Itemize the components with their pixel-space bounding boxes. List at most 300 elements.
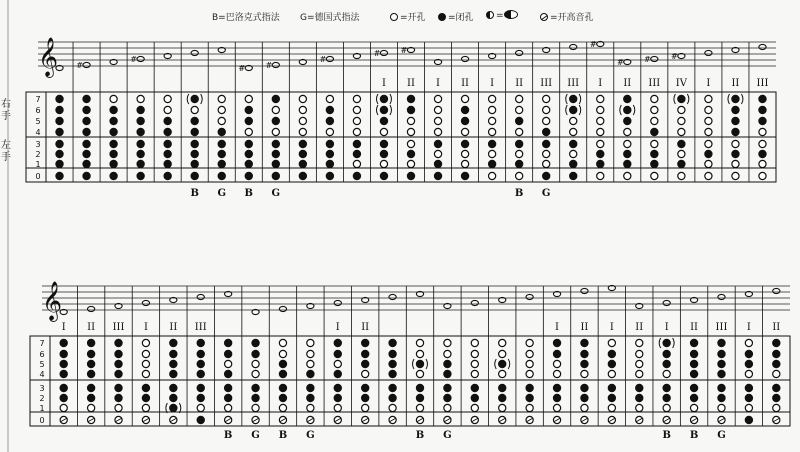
system1-hole bbox=[677, 160, 685, 168]
system1-hole bbox=[650, 160, 658, 168]
paren-right bbox=[633, 105, 635, 115]
system1-hole bbox=[109, 117, 117, 125]
legend-german: G=德国式指法 bbox=[300, 13, 360, 23]
system2-hole bbox=[142, 339, 149, 346]
system1-hole bbox=[380, 95, 388, 103]
system1-hole bbox=[109, 150, 117, 158]
system2-variant-label: I bbox=[61, 322, 66, 333]
system1-hole bbox=[380, 140, 388, 148]
system1-sharp-sign: # bbox=[76, 61, 83, 70]
system2-hole bbox=[334, 370, 342, 378]
system2-hole bbox=[553, 350, 561, 358]
system1-hole bbox=[136, 106, 144, 114]
system2-hole bbox=[60, 404, 67, 411]
system1-hole bbox=[543, 95, 550, 102]
system1-left-hand-label-2: 手 bbox=[1, 152, 11, 163]
system1-hole bbox=[191, 128, 199, 136]
system1-hole bbox=[109, 106, 117, 114]
paren-left bbox=[495, 359, 497, 369]
system2-hole bbox=[252, 370, 259, 377]
system2-variant-label: I bbox=[746, 322, 751, 333]
paren-right bbox=[579, 105, 581, 115]
system2-hole bbox=[580, 384, 588, 392]
system2-note-head bbox=[663, 300, 670, 305]
system2-hole bbox=[745, 416, 753, 424]
system2-hole bbox=[718, 404, 725, 411]
system1-hole bbox=[82, 172, 90, 180]
system1-hole bbox=[218, 150, 226, 158]
system2-hole bbox=[553, 404, 560, 411]
system1-system-mark: G bbox=[541, 188, 551, 199]
system2-system-mark: G bbox=[717, 430, 726, 441]
system2-hole bbox=[334, 360, 341, 367]
system2-hole bbox=[197, 350, 205, 358]
system2-note-head bbox=[471, 300, 478, 305]
system1-hole bbox=[597, 117, 604, 124]
system2-hole bbox=[717, 394, 725, 402]
system1-hole bbox=[461, 160, 468, 167]
system2-hole bbox=[87, 370, 95, 378]
system2-hole bbox=[197, 416, 205, 424]
system1-hole bbox=[489, 150, 496, 157]
system2-hole bbox=[608, 370, 615, 377]
system2-hole bbox=[224, 370, 232, 378]
system2-hole bbox=[87, 394, 95, 402]
system2-hole bbox=[772, 350, 780, 358]
system1-hole bbox=[218, 140, 226, 148]
system1-hole bbox=[218, 172, 226, 180]
system1-note-head bbox=[137, 56, 144, 61]
system1-hole bbox=[597, 106, 604, 113]
system1-variant-label: I bbox=[490, 78, 495, 89]
legend-vent: =开高音孔 bbox=[540, 10, 594, 23]
system1-hole bbox=[163, 150, 171, 158]
system1-variant-label: III bbox=[648, 78, 661, 89]
system1-hole bbox=[55, 172, 63, 180]
system1-hole bbox=[732, 140, 739, 147]
system1-hole bbox=[516, 95, 523, 102]
system1-hole bbox=[677, 140, 685, 148]
system1-hole bbox=[542, 140, 550, 148]
system2-hole bbox=[197, 339, 205, 347]
system2-hole bbox=[388, 350, 396, 358]
system1-hole bbox=[326, 128, 333, 135]
system1-hole bbox=[570, 128, 577, 135]
system2-hole bbox=[361, 360, 369, 368]
system2-hole bbox=[279, 370, 287, 378]
system2-hole bbox=[553, 384, 561, 392]
system1-hole bbox=[191, 140, 199, 148]
system1-hole bbox=[136, 150, 144, 158]
system1-hole bbox=[407, 160, 414, 167]
system2-variant-label: II bbox=[87, 322, 96, 333]
system1-note-head bbox=[326, 56, 333, 61]
system2-hole bbox=[772, 384, 780, 392]
system1-hole bbox=[245, 172, 253, 180]
system1-hole bbox=[326, 140, 334, 148]
system2-variant-label: I bbox=[143, 322, 148, 333]
system1-hole bbox=[164, 106, 171, 113]
system1-hole bbox=[489, 117, 496, 124]
system1-sharp-sign: # bbox=[373, 49, 381, 58]
system1-variant-label: III bbox=[756, 78, 769, 89]
system1-system-mark: G bbox=[217, 188, 227, 199]
system2-hole bbox=[690, 370, 698, 378]
paren-right bbox=[390, 94, 392, 104]
system2-hole bbox=[169, 404, 177, 412]
system2-hole bbox=[745, 339, 752, 346]
system2-hole bbox=[662, 384, 670, 392]
system2-variant-label: I bbox=[609, 322, 614, 333]
system1-variant-label: II bbox=[731, 78, 740, 89]
system1-hole bbox=[55, 150, 63, 158]
paren-right bbox=[741, 94, 743, 104]
system1-hole bbox=[596, 160, 604, 168]
system1-hole bbox=[191, 160, 199, 168]
paren-left bbox=[728, 94, 730, 104]
system2-hole bbox=[553, 370, 560, 377]
system1-hole bbox=[272, 95, 280, 103]
system2-variant-label: I bbox=[664, 322, 669, 333]
system2-hole bbox=[745, 384, 753, 392]
system2-system-mark: B bbox=[278, 430, 288, 441]
system1-hole bbox=[759, 140, 766, 147]
system1-note-head bbox=[759, 44, 766, 49]
system2-hole bbox=[581, 404, 588, 411]
system1-row-number: 1 bbox=[35, 160, 41, 169]
system2-hole bbox=[662, 350, 670, 358]
system1-sharp-sign: # bbox=[616, 58, 624, 67]
system1-system-mark: G bbox=[271, 188, 281, 199]
system1-hole bbox=[326, 150, 334, 158]
legend-closed: =闭孔 bbox=[438, 10, 474, 23]
system2-hole bbox=[306, 384, 314, 392]
system2-variant-label: I bbox=[335, 322, 340, 333]
system1-hole bbox=[380, 106, 388, 114]
system2-hole bbox=[498, 384, 506, 392]
system2-note-head bbox=[334, 300, 341, 305]
system2-hole bbox=[334, 384, 342, 392]
system2-hole bbox=[444, 339, 451, 346]
system2-hole bbox=[416, 360, 424, 368]
system1-hole bbox=[516, 128, 523, 135]
system2-hole bbox=[608, 394, 616, 402]
system1-hole bbox=[461, 140, 469, 148]
system1-hole bbox=[380, 117, 388, 125]
system2-hole bbox=[636, 404, 643, 411]
paren-left bbox=[413, 359, 415, 369]
system1-hole bbox=[326, 95, 333, 102]
system1-hole bbox=[109, 128, 117, 136]
system1-hole bbox=[570, 117, 577, 124]
system1-sharp-sign: # bbox=[238, 64, 246, 73]
system1-hole bbox=[651, 172, 658, 179]
system1-hole bbox=[380, 172, 388, 180]
system1-hole bbox=[109, 160, 117, 168]
system1-note-head bbox=[570, 44, 577, 49]
system1-hole bbox=[272, 128, 279, 135]
system1-hole bbox=[82, 106, 90, 114]
system1-hole bbox=[623, 150, 631, 158]
system1-hole bbox=[407, 106, 415, 114]
system1-hole bbox=[623, 106, 631, 114]
system1-note-head bbox=[380, 50, 387, 55]
system1-hole bbox=[163, 117, 171, 125]
system2-hole bbox=[251, 384, 259, 392]
system1-hole bbox=[299, 140, 307, 148]
system1-hole bbox=[597, 140, 604, 147]
system2-hole bbox=[580, 360, 588, 368]
system1-hole bbox=[516, 172, 523, 179]
system1-hole bbox=[434, 95, 441, 102]
system2-hole bbox=[608, 384, 616, 392]
system2-hole bbox=[690, 339, 698, 347]
paren-left bbox=[566, 94, 568, 104]
system1-note-head bbox=[651, 56, 658, 61]
system1-hole bbox=[489, 128, 496, 135]
system1-sharp-sign: # bbox=[589, 40, 597, 49]
system2-hole bbox=[662, 394, 670, 402]
system1-hole bbox=[326, 106, 334, 114]
paren-right bbox=[673, 338, 675, 348]
system1-hole bbox=[163, 140, 171, 148]
system1-hole bbox=[245, 95, 252, 102]
system2-hole bbox=[251, 339, 259, 347]
system1-hole bbox=[515, 117, 523, 125]
system2-row-number: 7 bbox=[39, 339, 45, 348]
system1-sharp-sign: # bbox=[319, 55, 327, 64]
system2-note-head bbox=[718, 294, 725, 299]
system1-hole bbox=[434, 150, 441, 157]
system2-hole bbox=[663, 404, 670, 411]
system2-hole bbox=[608, 360, 616, 368]
system1-hole bbox=[596, 150, 604, 158]
system2-hole bbox=[690, 404, 697, 411]
system2-hole bbox=[416, 350, 423, 357]
system1-hole bbox=[758, 117, 766, 125]
system1-hole bbox=[515, 160, 523, 168]
system1-system-mark: B bbox=[514, 188, 524, 199]
system2-hole bbox=[60, 339, 68, 347]
system1-hole bbox=[759, 172, 766, 179]
system2-hole bbox=[60, 394, 68, 402]
system1-hole bbox=[245, 117, 253, 125]
system1-hole bbox=[326, 117, 334, 125]
system2-hole bbox=[114, 339, 122, 347]
system1-hole bbox=[731, 95, 739, 103]
system2-row-number: 4 bbox=[39, 370, 45, 379]
system2-hole bbox=[608, 339, 615, 346]
system2-variant-label: II bbox=[772, 322, 781, 333]
system2-hole bbox=[773, 404, 780, 411]
system1-note-head bbox=[705, 50, 712, 55]
system1-hole bbox=[82, 160, 90, 168]
system2-hole bbox=[690, 394, 698, 402]
system2-hole bbox=[279, 394, 287, 402]
system2-hole bbox=[498, 360, 506, 368]
system1-hole bbox=[353, 150, 361, 158]
system1-hole bbox=[136, 172, 144, 180]
system2-hole bbox=[745, 394, 753, 402]
system2-hole bbox=[307, 339, 314, 346]
system1-hole bbox=[461, 106, 469, 114]
system2-treble-clef: 𝄞 bbox=[41, 281, 63, 321]
system2-hole bbox=[499, 404, 506, 411]
system1-hole bbox=[758, 95, 766, 103]
system2-hole bbox=[499, 370, 506, 377]
system2-variant-label: III bbox=[715, 322, 728, 333]
system1-hole bbox=[55, 160, 63, 168]
system2-hole bbox=[114, 360, 122, 368]
system1-row-number: 4 bbox=[35, 128, 41, 137]
system1-hole bbox=[407, 117, 414, 124]
system1-hole bbox=[732, 160, 739, 167]
system2-hole bbox=[499, 339, 506, 346]
system1-hole bbox=[110, 95, 117, 102]
system1-hole bbox=[434, 106, 441, 113]
system2-hole bbox=[169, 370, 177, 378]
system2-hole bbox=[142, 394, 150, 402]
system1-hole bbox=[353, 172, 361, 180]
system2-hole bbox=[580, 350, 588, 358]
system2-hole bbox=[169, 350, 177, 358]
legend-baroque: B=巴洛克式指法 bbox=[212, 13, 280, 23]
system2-hole bbox=[252, 404, 259, 411]
system2-hole bbox=[772, 339, 780, 347]
system2-hole bbox=[279, 360, 287, 368]
system2-hole bbox=[334, 404, 341, 411]
system2-hole bbox=[526, 360, 533, 367]
system1-hole bbox=[407, 95, 415, 103]
system1-hole bbox=[623, 117, 631, 125]
system1-hole bbox=[705, 172, 712, 179]
system1-hole bbox=[82, 150, 90, 158]
system1-hole bbox=[651, 117, 658, 124]
system1-row-number: 6 bbox=[35, 106, 41, 115]
system1-hole bbox=[732, 172, 739, 179]
system1-hole bbox=[272, 172, 280, 180]
system1-hole bbox=[407, 128, 414, 135]
system2-hole bbox=[279, 384, 287, 392]
system1-hole bbox=[489, 95, 496, 102]
system2-variant-label: III bbox=[112, 322, 125, 333]
system2-hole bbox=[690, 384, 698, 392]
system2-hole bbox=[334, 350, 342, 358]
system1-variant-label: II bbox=[407, 78, 415, 89]
system1-hole bbox=[272, 160, 280, 168]
system1-hole bbox=[245, 160, 253, 168]
system1-hole bbox=[163, 172, 171, 180]
legend-half: = bbox=[486, 10, 520, 21]
system2-note-head bbox=[526, 294, 533, 299]
system2-hole bbox=[197, 404, 204, 411]
system2-hole bbox=[142, 404, 149, 411]
system1-hole bbox=[705, 160, 712, 167]
paren-left bbox=[674, 94, 676, 104]
system2-hole bbox=[388, 394, 396, 402]
system1-hole bbox=[759, 160, 766, 167]
system2-hole bbox=[662, 339, 670, 347]
system1-hole bbox=[543, 150, 550, 157]
system2-hole bbox=[443, 370, 451, 378]
system1-hole bbox=[624, 128, 631, 135]
system1-variant-label: I bbox=[598, 78, 603, 89]
system2-hole bbox=[114, 370, 122, 378]
system2-hole bbox=[443, 394, 451, 402]
system2-system-mark: G bbox=[251, 430, 260, 441]
system1-hole bbox=[542, 128, 550, 136]
system1-hole bbox=[705, 128, 712, 135]
system2-hole bbox=[279, 339, 286, 346]
system1-hole bbox=[543, 160, 550, 167]
system1-hole bbox=[705, 106, 712, 113]
system2-hole bbox=[389, 404, 396, 411]
system1-hole bbox=[299, 160, 307, 168]
system1-hole bbox=[731, 150, 739, 158]
system1-hole bbox=[191, 172, 199, 180]
system2-note-head bbox=[389, 294, 396, 299]
system2-hole bbox=[499, 350, 506, 357]
paren-right bbox=[179, 403, 181, 413]
system2-row-number: 0 bbox=[39, 416, 45, 425]
system1-hole bbox=[758, 150, 766, 158]
system2-variant-label: II bbox=[690, 322, 699, 333]
system1-hole bbox=[218, 95, 225, 102]
system2-hole bbox=[224, 339, 232, 347]
system2-hole bbox=[142, 360, 149, 367]
system1-hole bbox=[82, 95, 90, 103]
system2-hole bbox=[690, 360, 698, 368]
system2-hole bbox=[334, 394, 342, 402]
system2-hole bbox=[471, 384, 479, 392]
system1-row-number: 2 bbox=[35, 150, 41, 159]
paren-left bbox=[659, 338, 661, 348]
system2-system-mark: B bbox=[689, 430, 699, 441]
system2-row-number: 6 bbox=[39, 350, 45, 359]
paren-right bbox=[426, 359, 428, 369]
system1-hole bbox=[678, 172, 685, 179]
system2-hole bbox=[361, 339, 369, 347]
system1-hole bbox=[299, 117, 306, 124]
paren-left bbox=[187, 94, 189, 104]
system2-hole bbox=[87, 384, 95, 392]
system2-hole bbox=[361, 394, 369, 402]
system2-hole bbox=[636, 360, 643, 367]
system1-row-number: 0 bbox=[35, 172, 41, 181]
system2-hole bbox=[60, 360, 68, 368]
system1-hole bbox=[651, 95, 658, 102]
system2-hole bbox=[416, 384, 424, 392]
paren-right bbox=[508, 359, 510, 369]
system2-hole bbox=[115, 404, 122, 411]
system2-variant-label: II bbox=[635, 322, 644, 333]
system2-hole bbox=[443, 360, 451, 368]
system1-sharp-sign: # bbox=[130, 55, 137, 64]
system1-hole bbox=[651, 106, 658, 113]
system1-hole bbox=[272, 106, 279, 113]
system1-hole bbox=[137, 95, 144, 102]
system1-hole bbox=[651, 140, 658, 147]
system2-hole bbox=[388, 384, 396, 392]
system2-hole bbox=[745, 360, 753, 368]
system1-hole bbox=[299, 150, 307, 158]
system1-hole bbox=[55, 106, 63, 114]
paren-left bbox=[376, 94, 378, 104]
system1-hole bbox=[82, 140, 90, 148]
system1-note-head bbox=[461, 56, 468, 61]
paren-left bbox=[620, 105, 622, 115]
system1-variant-label: II bbox=[461, 78, 470, 89]
